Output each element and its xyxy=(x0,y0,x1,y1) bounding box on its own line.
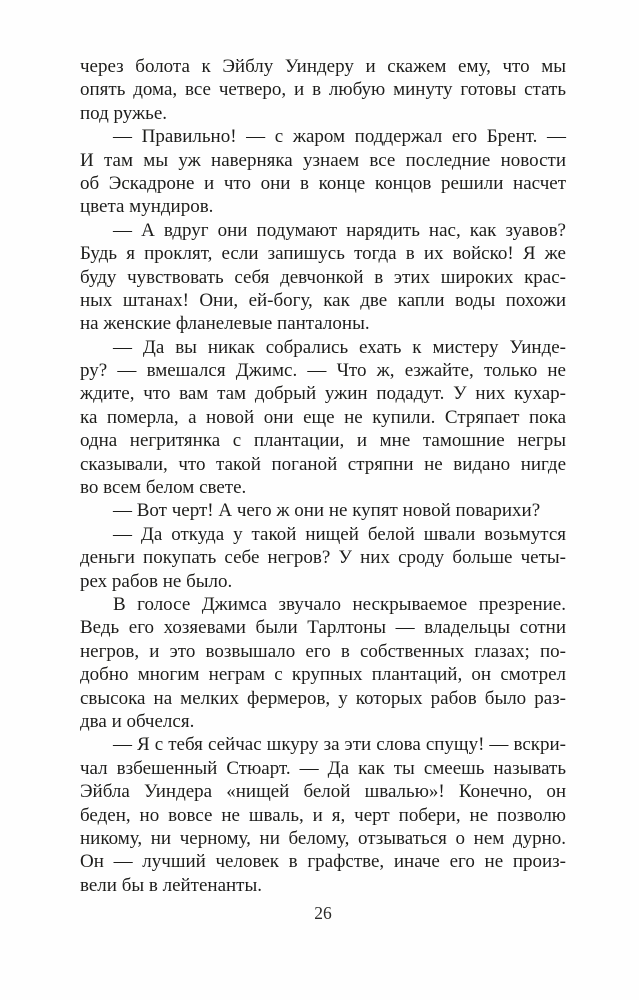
paragraph xyxy=(80,593,566,733)
text-line: Он — лучший человек в графстве, иначе его не произ- xyxy=(80,851,566,873)
paragraph xyxy=(80,733,566,897)
text-line: добно многим неграм с крупных плантаций, он смотрел xyxy=(80,664,566,686)
text-line: В голосе Джимса звучало нескрываемое презрение. xyxy=(113,593,566,615)
text-line: — Да вы никак собрались ехать к мистеру Уинде- xyxy=(113,336,566,358)
text-line: свысока на мелких фермеров, у которых рабов было раз- xyxy=(80,687,566,709)
text-line: Эйбла Уиндера «нищей белой швалью»! Конечно, он xyxy=(80,781,566,803)
text-line: рех рабов не было. xyxy=(80,570,233,592)
text-line: ных штанах! Они, ей-богу, как две капли воды похожи xyxy=(80,289,566,311)
text-line: — Я с тебя сейчас шкуру за эти слова спущу! — вскри- xyxy=(113,734,566,756)
paragraph xyxy=(80,499,566,522)
text-line: сказывали, что такой поганой стряпни не видано нигде xyxy=(80,453,566,475)
text-line: — Да откуда у такой нищей белой швали возьмутся xyxy=(113,523,566,545)
text-line: — А вдруг они подумают нарядить нас, как зуавов? xyxy=(113,219,566,241)
text-line: деньги покупать себе негров? У них сроду больше четы- xyxy=(80,547,566,569)
text-line: под ружье. xyxy=(80,102,168,124)
text-line: цвета мундиров. xyxy=(80,196,214,218)
text-line: никому, ни черному, ни белому, отзываться о нем дурно. xyxy=(80,827,566,849)
text-line: буду чувствовать себя девчонкой в этих широких крас- xyxy=(80,266,566,288)
paragraph xyxy=(80,219,566,336)
paragraph xyxy=(80,125,566,219)
text-line: Ведь его хозяевами были Тарлтоны — владельцы сотни xyxy=(80,617,566,639)
text-line: И там мы уж наверняка узнаем все последние новости xyxy=(80,149,566,171)
text-line: чал взбешенный Стюарт. — Да как ты смеешь называть xyxy=(80,757,566,779)
paragraph xyxy=(80,336,566,500)
text-line: ждите, что вам там добрый ужин подадут. У них кухар- xyxy=(80,383,566,405)
text-line: вели бы в лейтенанты. xyxy=(80,874,263,896)
page-number: 26 xyxy=(314,903,332,923)
text-line: на женские фланелевые панталоны. xyxy=(80,313,370,335)
text-line: два и обчелся. xyxy=(80,710,195,732)
text-line: опять дома, все четверо, и в любую минуту готовы стать xyxy=(80,79,566,101)
text-line: Будь я проклят, если запишусь тогда в их войско! Я же xyxy=(80,243,566,265)
text-line: беден, но вовсе не шваль, и я, черт побери, не позволю xyxy=(80,804,566,826)
text-line: — Вот черт! А чего ж они не купят новой поварихи? xyxy=(113,500,541,522)
paragraph xyxy=(80,55,566,125)
text-line: через болота к Эйблу Уиндеру и скажем ему, что мы xyxy=(80,56,566,77)
paragraph xyxy=(80,523,566,593)
text-line: об Эскадроне и что они в конце концов решили насчет xyxy=(80,172,566,194)
text-line: одна негритянка с плантации, и мне тамошние негры xyxy=(80,430,566,452)
text-line: во всем белом свете. xyxy=(80,477,247,499)
text-line: ка померла, а новой они еще не купили. Стряпает пока xyxy=(80,406,566,428)
text-line: — Правильно! — с жаром поддержал его Брент. — xyxy=(113,126,566,148)
page-text xyxy=(80,55,566,897)
text-line: негров, и это возвышало его в собственных глазах; по- xyxy=(80,640,566,662)
text-line: ру? — вмешался Джимс. — Что ж, езжайте, только не xyxy=(80,360,566,382)
